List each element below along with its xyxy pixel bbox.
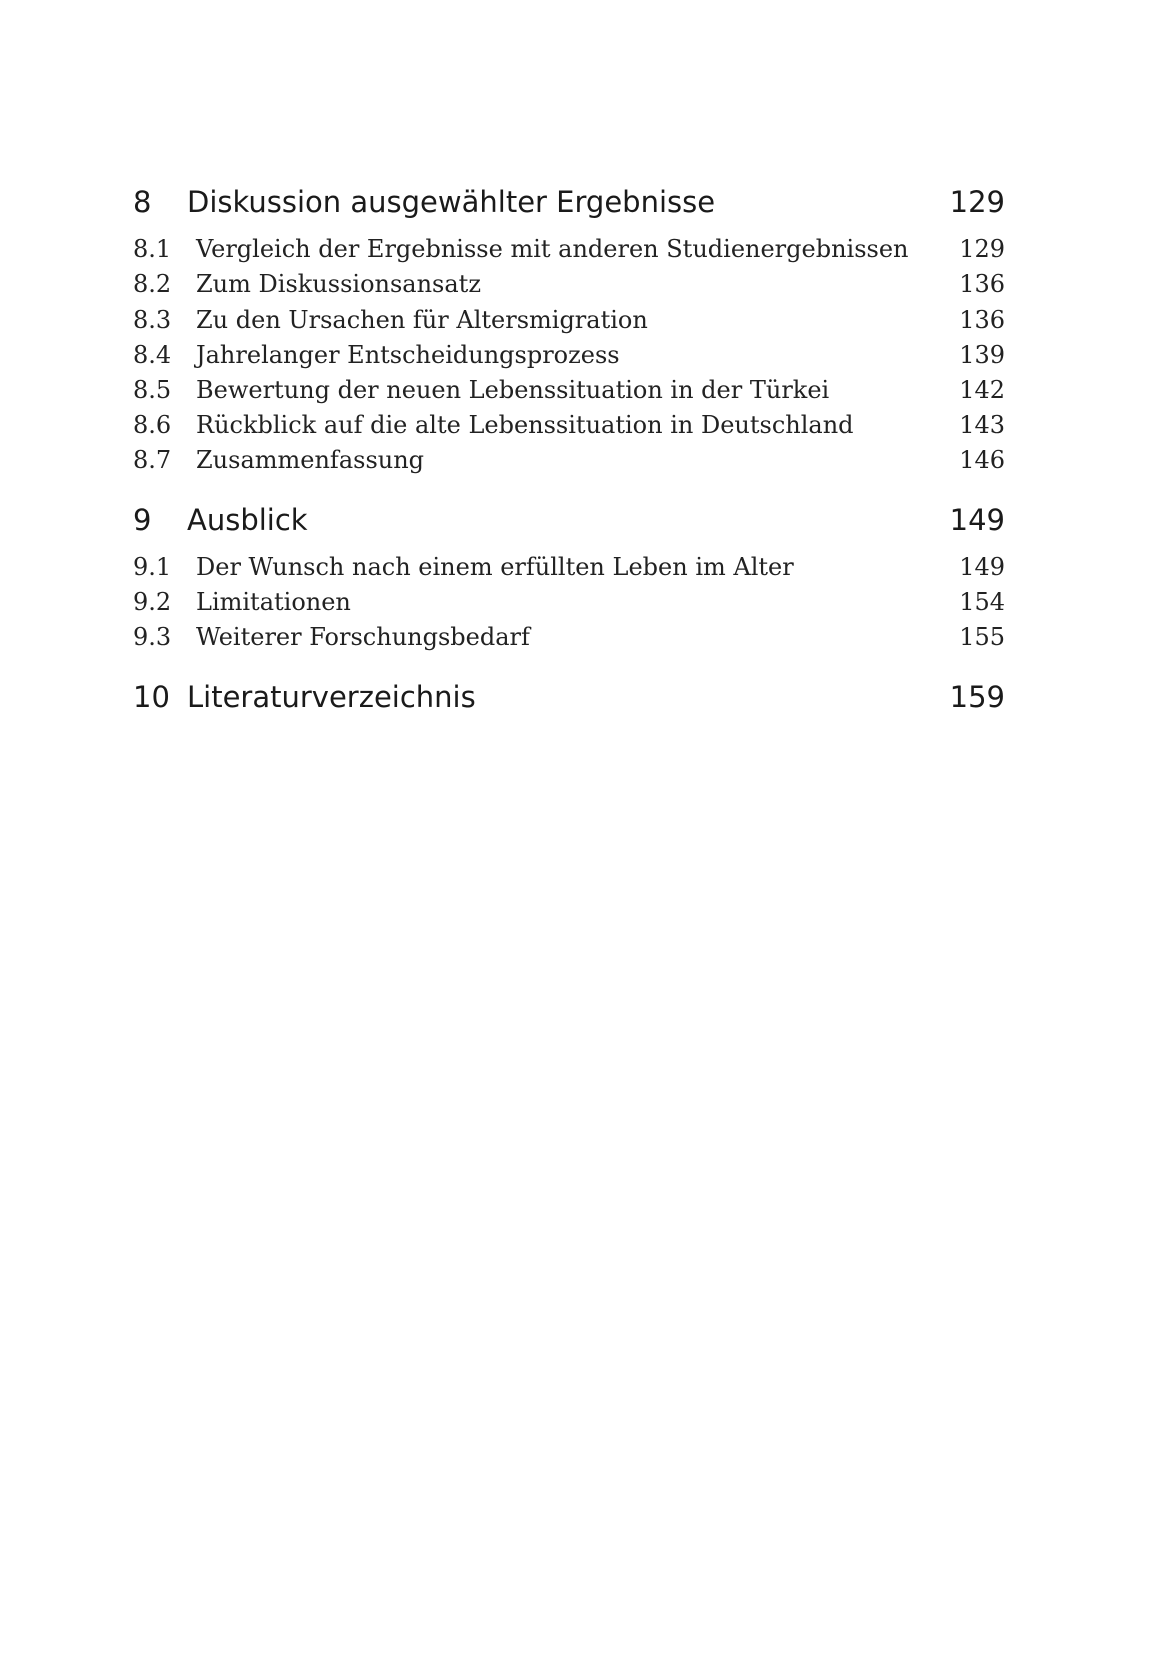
- section-page-number: 136: [959, 270, 1005, 298]
- toc-section-8-4[interactable]: [133, 338, 1005, 372]
- chapter-title: Diskussion ausgewählter Ergebnisse: [187, 185, 716, 219]
- section-title: Bewertung der neuen Lebenssituation in der Türkei: [196, 376, 830, 404]
- chapter-number: 10: [133, 680, 170, 714]
- section-title: Zum Diskussionsansatz: [196, 270, 481, 298]
- toc-section-8-6[interactable]: [133, 408, 1005, 442]
- chapter-page-number: 129: [949, 185, 1005, 219]
- section-title: Jahrelanger Entscheidungsprozess: [196, 341, 620, 369]
- section-number: 9.1: [133, 553, 172, 581]
- section-number: 8.7: [133, 446, 172, 474]
- section-number: 9.3: [133, 623, 172, 651]
- toc-section-9-3[interactable]: [133, 620, 1005, 654]
- section-page-number: 155: [959, 623, 1005, 651]
- toc-section-8-2[interactable]: [133, 267, 1005, 301]
- section-page-number: 142: [959, 376, 1005, 404]
- section-title: Limitationen: [196, 588, 351, 616]
- section-title: Zu den Ursachen für Altersmigration: [196, 306, 648, 334]
- toc-section-8-1[interactable]: [133, 232, 1005, 266]
- toc-chapter-9[interactable]: [133, 500, 1005, 540]
- section-number: 8.1: [133, 235, 172, 263]
- section-title: Vergleich der Ergebnisse mit anderen Studienergebnissen: [196, 235, 909, 263]
- section-page-number: 139: [959, 341, 1005, 369]
- section-number: 8.6: [133, 411, 172, 439]
- toc-section-9-1[interactable]: [133, 550, 1005, 584]
- section-title: Rückblick auf die alte Lebenssituation in Deutschland: [196, 411, 854, 439]
- chapter-page-number: 159: [949, 680, 1005, 714]
- section-title: Weiterer Forschungsbedarf: [196, 623, 530, 651]
- toc-chapter-10[interactable]: [133, 677, 1005, 717]
- section-title: Der Wunsch nach einem erfüllten Leben im Alter: [196, 553, 794, 581]
- section-page-number: 129: [959, 235, 1005, 263]
- toc-section-8-7[interactable]: [133, 443, 1005, 477]
- chapter-number: 8: [133, 185, 152, 219]
- chapter-title: Literaturverzeichnis: [187, 680, 476, 714]
- section-title: Zusammenfassung: [196, 446, 425, 474]
- section-page-number: 149: [959, 553, 1005, 581]
- chapter-number: 9: [133, 503, 152, 537]
- toc-section-8-3[interactable]: [133, 303, 1005, 337]
- section-number: 8.2: [133, 270, 172, 298]
- section-page-number: 136: [959, 306, 1005, 334]
- section-number: 8.5: [133, 376, 172, 404]
- section-number: 8.4: [133, 341, 172, 369]
- section-number: 9.2: [133, 588, 172, 616]
- section-number: 8.3: [133, 306, 172, 334]
- toc-section-8-5[interactable]: [133, 373, 1005, 407]
- section-page-number: 146: [959, 446, 1005, 474]
- section-page-number: 154: [959, 588, 1005, 616]
- section-page-number: 143: [959, 411, 1005, 439]
- chapter-page-number: 149: [949, 503, 1005, 537]
- toc-section-9-2[interactable]: [133, 585, 1005, 619]
- chapter-title: Ausblick: [187, 503, 308, 537]
- toc-chapter-8[interactable]: [133, 182, 1005, 222]
